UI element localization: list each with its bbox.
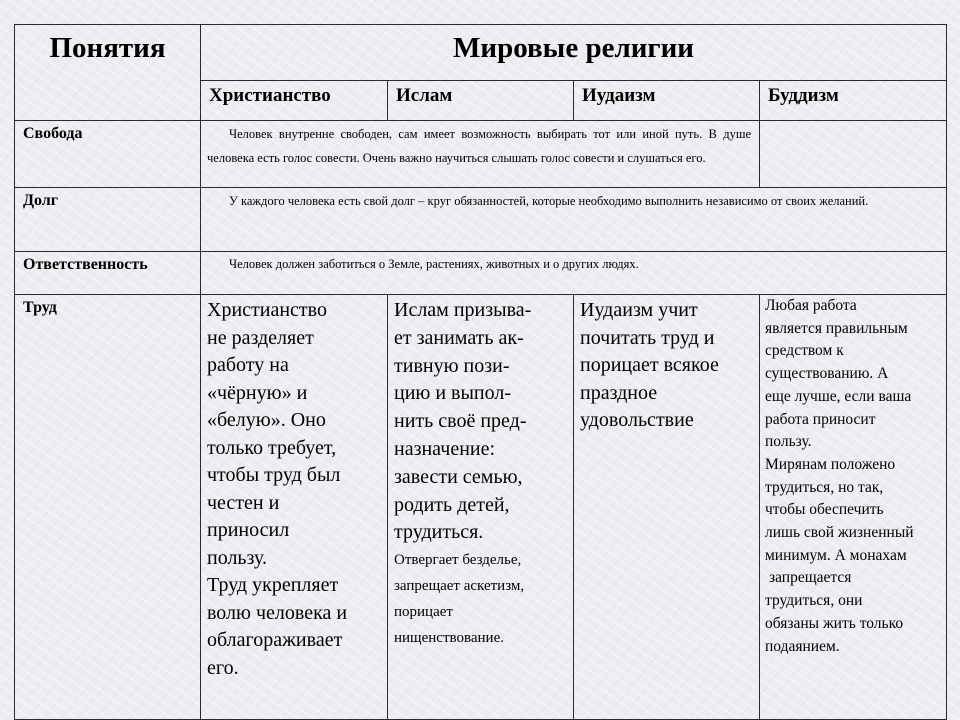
row-label-responsibility: Ответственность [15,252,201,295]
labor-buddhism-line: средством к [765,342,844,360]
labor-judaism-cell [574,295,760,720]
labor-christianity-line: только требует, [207,436,337,459]
labor-islam-line: ет занимать ак- [394,326,524,349]
labor-buddhism-line: чтобы обеспечить [765,501,884,519]
labor-christianity-cell [201,295,388,720]
freedom-text-cell [201,121,760,188]
header-concepts [15,25,201,121]
labor-christianity-line: пользу. [207,546,268,569]
labor-islam-small-line: порицает [394,604,453,621]
duty-text-cell [201,188,947,252]
freedom-buddhism-empty-cell [760,121,947,188]
labor-buddhism-line: Любая работа [765,297,857,314]
labor-islam-line: нить своё пред- [394,410,527,433]
labor-islam-line: цию и выпол- [394,382,512,405]
labor-christianity-line: «белую». Оно [207,409,326,431]
labor-islam-line: завести семью, [394,465,523,488]
labor-islam-line: трудиться. [394,521,484,544]
header-christianity: Христианство [201,81,388,121]
labor-buddhism-cell [760,295,947,720]
labor-christianity-line: Труд укрепляет [207,574,339,596]
row-label-duty: Долг [15,188,201,252]
header-world-religions-label: Мировые религии [453,32,695,64]
labor-christianity-line: волю человека и [207,601,348,624]
labor-judaism-line: почитать труд и [580,326,715,349]
responsibility-text-cell [201,252,947,295]
labor-judaism-line: порицает всякое [580,354,719,376]
labor-buddhism-line: существованию. А [765,365,889,383]
labor-islam-line: родить детей, [394,493,510,516]
labor-islam-small-block [394,547,571,651]
labor-christianity-line: не разделяет [207,326,314,349]
labor-judaism-line: удовольствие [580,409,694,431]
labor-buddhism-line: еще лучше, если ваша [765,387,912,405]
labor-christianity-line: честен и [207,491,280,514]
labor-christianity-line: приносил [207,519,290,541]
labor-buddhism-line: лишь свой жизненный [765,524,914,542]
labor-buddhism-line: трудиться, они [765,592,863,610]
labor-islam-small-line: Отвергает безделье, [394,552,522,569]
row-label-freedom: Свобода [15,121,201,188]
labor-islam-line: тивную пози- [394,354,510,377]
freedom-text: Человек внутренне свободен, сам имеет возможность выбирать тот или иной путь. В душе человека есть голос совести. Очень важно научиться слышать голос совести и слушаться его. [207,127,751,165]
labor-judaism-line: праздное [580,381,658,404]
labor-islam-small-line: нищенствование. [394,630,504,647]
labor-islam-small-line: запрещает аскетизм, [394,578,525,595]
labor-buddhism-line: работа приносит [765,410,876,428]
duty-text: У каждого человека есть свой долг – круг обязанностей, которые необходимо выполнить независимо от своих желаний. [229,194,869,208]
labor-buddhism-line: пользу. [765,433,812,451]
labor-christianity-line: облагораживает [207,629,343,651]
labor-islam-cell [388,295,574,720]
labor-buddhism-line: Мирянам положено [765,455,896,473]
responsibility-text: Человек должен заботиться о Земле, растениях, животных и о других людях. [229,257,639,271]
header-concepts-label: Понятия [49,32,166,64]
labor-islam-line: Ислам призыва- [394,299,532,321]
labor-buddhism-line: подаянием. [765,637,840,655]
header-judaism: Иудаизм [574,81,760,121]
labor-buddhism-line: обязаны жить только [765,614,904,632]
row-label-labor: Труд [15,295,201,720]
header-world-religions [201,25,947,81]
labor-judaism-line: Иудаизм учит [580,299,698,321]
header-islam: Ислам [388,81,574,121]
labor-islam-line: назначение: [394,437,496,460]
labor-buddhism-line: минимум. А монахам [765,546,907,564]
labor-christianity-line: Христианство [207,299,327,321]
header-buddhism: Буддизм [760,81,947,121]
labor-christianity-line: «чёрную» и [207,381,308,404]
labor-christianity-line: работу на [207,354,289,376]
labor-buddhism-line: трудиться, но так, [765,478,884,496]
labor-buddhism-line: запрещается [769,569,852,587]
religions-comparison-table [14,24,947,720]
labor-christianity-line: чтобы труд был [207,464,341,486]
labor-buddhism-line: является правильным [765,319,908,337]
labor-christianity-line: его. [207,656,239,679]
